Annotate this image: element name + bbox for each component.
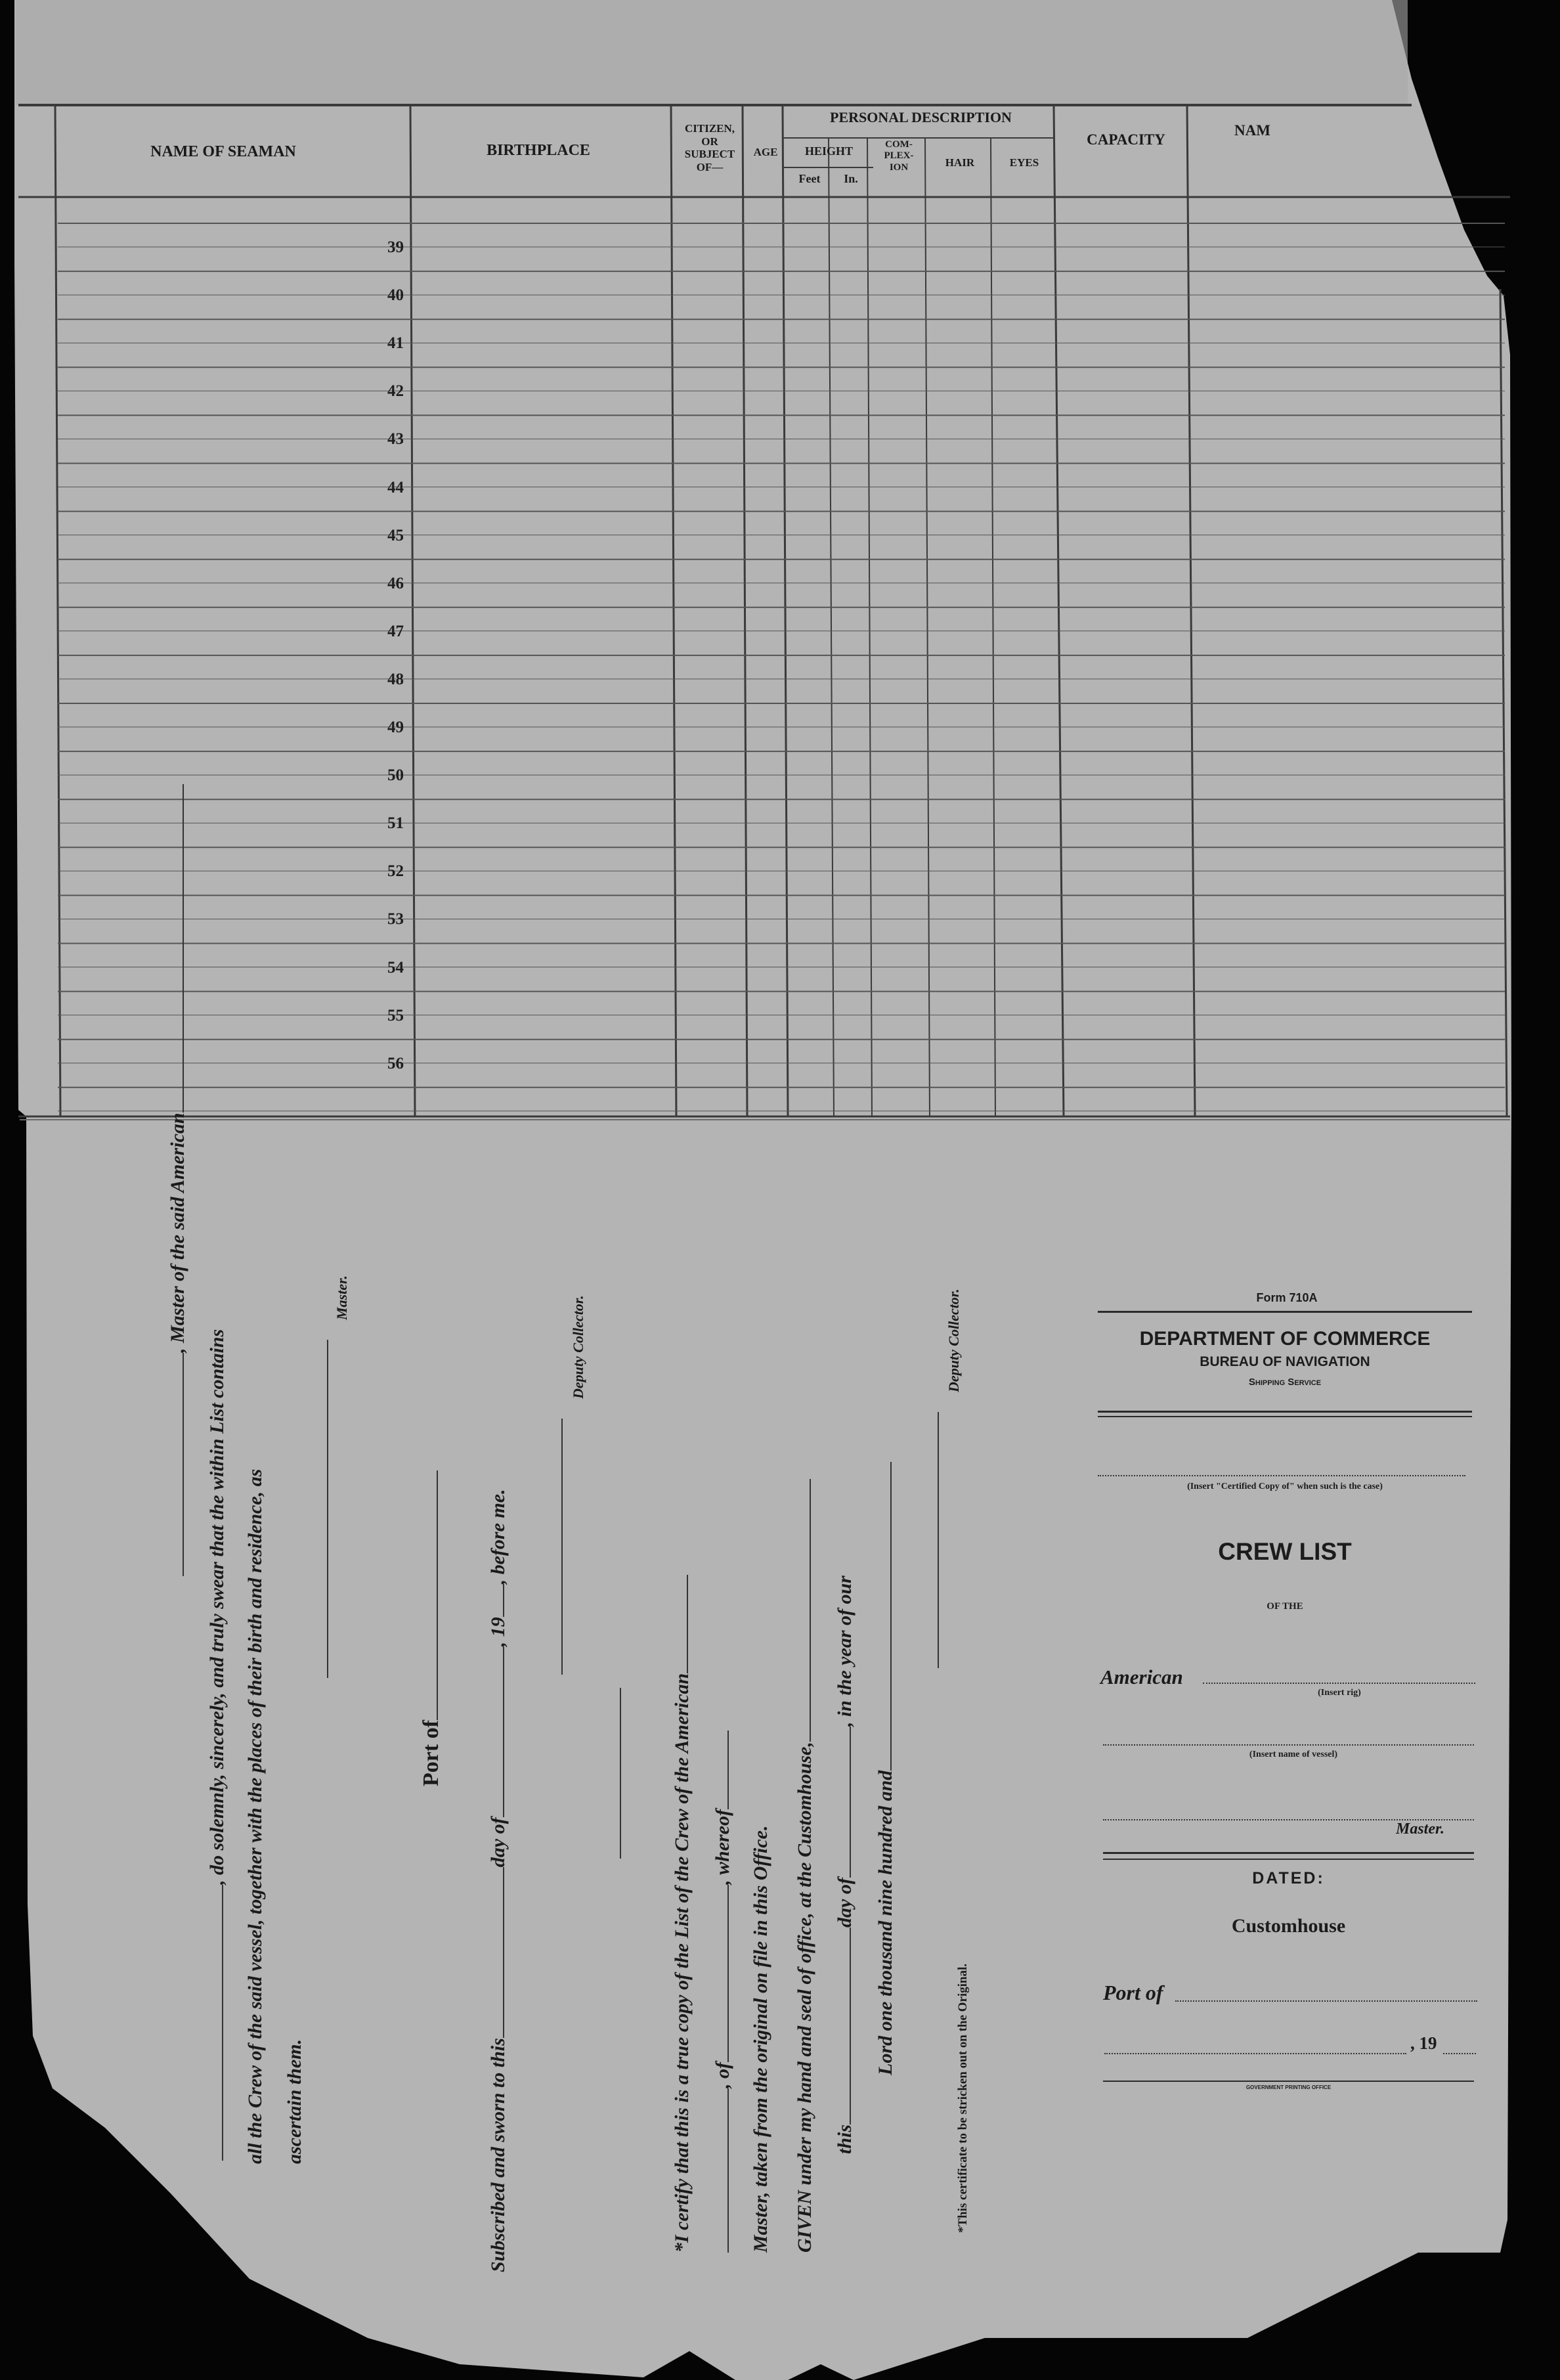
header-name-cut: NAM — [1234, 122, 1270, 139]
crew-list-title: CREW LIST — [1218, 1538, 1352, 1565]
cover-rule-4 — [1103, 1852, 1474, 1854]
service: Shipping Service — [1248, 1377, 1322, 1388]
oath-line-2: , do solemnly, sincerely, and truly swear that the within List contains — [204, 1329, 228, 2161]
row-number: 40 — [387, 286, 404, 305]
header-feet: Feet — [798, 172, 821, 185]
cert-footnote: *This certificate to be stricken out on the Original. — [956, 1963, 970, 2233]
row-number: 46 — [387, 574, 404, 592]
header-personal-description: PERSONAL DESCRIPTION — [830, 109, 1012, 125]
cert-line-5: thisday of, in the year of our — [831, 1576, 856, 2154]
header-capacity: CAPACITY — [1087, 131, 1165, 148]
row-number: 54 — [387, 958, 404, 977]
cert-line-2: , of, whereof — [709, 1730, 734, 2253]
row-number: 48 — [387, 670, 404, 688]
date-field[interactable] — [1104, 2053, 1406, 2054]
row-number: 53 — [387, 910, 404, 929]
header-birthplace: BIRTHPLACE — [487, 142, 590, 159]
oath-master: Master. — [334, 1275, 350, 1320]
year-19-label: , 19 — [1410, 2033, 1437, 2053]
insert-vessel-note: (Insert name of vessel) — [1249, 1750, 1338, 1759]
row-number: 51 — [387, 814, 404, 833]
cert-line-4: GIVEN under my hand and seal of office, at the Customhouse, — [791, 1479, 816, 2253]
header-citizen: CITIZEN, OR SUBJECT OF— — [684, 122, 735, 173]
insert-rig-note: (Insert rig) — [1318, 1688, 1361, 1698]
master-label: Master. — [1396, 1820, 1445, 1838]
header-complexion: COM- PLEX- ION — [884, 139, 914, 173]
row-number: 43 — [387, 430, 404, 449]
row-number: 55 — [387, 1006, 404, 1025]
oath-line-3: all the Crew of the said vessel, together with the places of their birth and residence, as — [244, 1468, 266, 2164]
cert-line-6: Lord one thousand nine hundred and — [872, 1462, 897, 2075]
vessel-name-field[interactable] — [1103, 1744, 1474, 1746]
cover-rule-top — [1098, 1311, 1472, 1313]
cert-deputy-signature-line — [938, 1412, 939, 1668]
row-number: 42 — [387, 382, 404, 401]
oath-line-1: , Master of the said American — [164, 784, 189, 1576]
department: DEPARTMENT OF COMMERCE — [1139, 1328, 1431, 1350]
row-number: 45 — [387, 526, 404, 544]
cert-deputy-collector: Deputy Collector. — [945, 1289, 962, 1392]
of-the: OF THE — [1267, 1601, 1303, 1612]
row-number: 56 — [387, 1054, 404, 1072]
row-number: 52 — [387, 862, 404, 881]
printer-mark: GOVERNMENT PRINTING OFFICE — [1246, 2084, 1332, 2090]
divider-line — [620, 1688, 621, 1859]
header-age: AGE — [753, 146, 778, 158]
oath-deputy-signature-line — [561, 1419, 563, 1675]
cover-rule-2 — [1098, 1411, 1472, 1413]
insert-certified-note: (Insert "Certified Copy of" when such is the case) — [1187, 1482, 1383, 1491]
header-inches: In. — [844, 172, 858, 185]
port-of-label: Port of — [1103, 1981, 1163, 2004]
oath-deputy-collector: Deputy Collector. — [570, 1295, 586, 1399]
scanned-shadow — [16, 0, 1408, 105]
header-name-of-seaman: NAME OF SEAMAN — [150, 143, 296, 160]
customhouse-label: Customhouse — [1231, 1915, 1346, 1937]
row-number: 41 — [387, 334, 404, 353]
cover-rule-3 — [1098, 1416, 1472, 1417]
header-height: HEIGHT — [804, 144, 854, 158]
header-eyes: EYES — [1009, 156, 1039, 169]
oath-master-signature-line — [327, 1340, 328, 1678]
bureau: BUREAU OF NAVIGATION — [1200, 1354, 1370, 1369]
oath-subscribed: Subscribed and sworn to thisday of, 19, before me. — [485, 1489, 509, 2272]
american-label: American — [1100, 1665, 1183, 1688]
cert-line-3: Master, taken from the original on file in this Office. — [750, 1825, 771, 2253]
form-number: Form 710A — [1256, 1291, 1318, 1304]
cover-rule-5 — [1103, 1859, 1474, 1860]
row-number: 49 — [387, 718, 404, 736]
year-field[interactable] — [1443, 2053, 1476, 2054]
certified-copy-field[interactable] — [1098, 1475, 1465, 1476]
row-number: 47 — [387, 622, 404, 640]
row-number: 39 — [387, 238, 404, 256]
cover-rule-bottom — [1103, 2081, 1474, 2082]
oath-port-of: Port of — [418, 1470, 444, 1786]
row-number: 44 — [387, 478, 404, 496]
cert-line-1: *I certify that this is a true copy of the List of the Crew of the American — [668, 1575, 693, 2253]
header-hair: HAIR — [945, 156, 975, 169]
port-field[interactable] — [1175, 2000, 1477, 2002]
dated-label: DATED: — [1252, 1869, 1325, 1887]
rig-field[interactable] — [1203, 1683, 1475, 1684]
row-number: 50 — [387, 766, 404, 785]
oath-line-4: ascertain them. — [284, 2038, 305, 2164]
